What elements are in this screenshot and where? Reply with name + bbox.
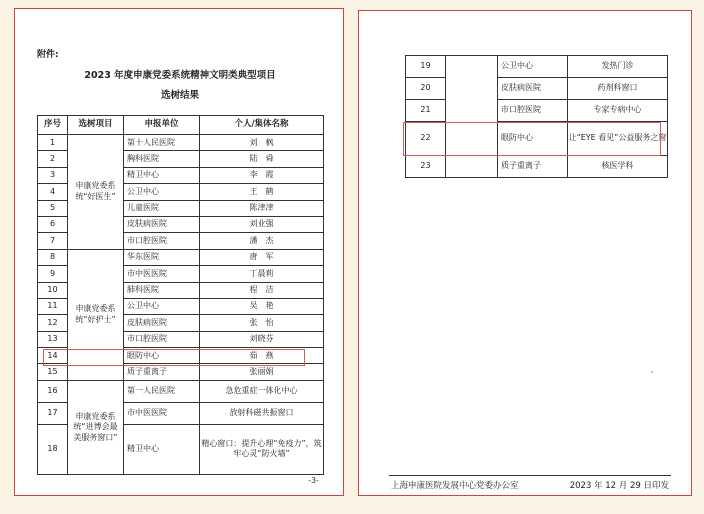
table-row-highlighted (406, 122, 668, 156)
row-unit: 公卫中心 (124, 184, 200, 200)
row-unit: 眼防中心 (124, 348, 200, 364)
header-name: 个人/集体名称 (200, 116, 324, 135)
row-no: 6 (38, 216, 68, 232)
row-name: 潘 杰 (200, 233, 324, 249)
row-unit: 质子重离子 (124, 364, 200, 380)
row-no: 16 (38, 380, 68, 402)
table-row (406, 56, 668, 78)
row-unit: 市中医医院 (124, 402, 200, 424)
results-table-page1 (37, 115, 324, 475)
row-no: 9 (38, 266, 68, 282)
group-best-window: 申康党委系统“进博会最美服务窗口” (68, 380, 124, 474)
table-row (38, 135, 324, 151)
row-no: 7 (38, 233, 68, 249)
row-name: 专家专病中心 (568, 100, 668, 122)
footer-divider (389, 475, 671, 476)
table-row (38, 249, 324, 265)
row-name: 陈津津 (200, 200, 324, 216)
row-unit: 胸科医院 (124, 151, 200, 167)
row-unit: 眼防中心 (498, 122, 568, 156)
row-no: 19 (406, 56, 446, 78)
header-no: 序号 (38, 116, 68, 135)
row-unit: 公卫中心 (124, 298, 200, 314)
table-row (406, 156, 668, 178)
row-name: 让“EYE 看见”公益服务之窗 (568, 122, 668, 156)
row-name: 吴 艳 (200, 298, 324, 314)
page-number: -3- (308, 476, 319, 485)
row-no: 3 (38, 167, 68, 183)
results-table-page2 (405, 55, 668, 178)
attachment-label: 附件: (37, 50, 59, 60)
row-no: 13 (38, 331, 68, 347)
document-page-2 (358, 10, 692, 496)
row-name: 张 怡 (200, 315, 324, 331)
row-unit: 儿童医院 (124, 200, 200, 216)
row-no: 17 (38, 402, 68, 424)
row-unit: 市口腔医院 (124, 233, 200, 249)
row-no: 12 (38, 315, 68, 331)
table-row (406, 78, 668, 100)
row-unit: 市口腔医院 (498, 100, 568, 122)
row-no: 4 (38, 184, 68, 200)
row-no: 2 (38, 151, 68, 167)
row-no: 14 (38, 348, 68, 364)
footer-date: 2023 年 12 月 29 日印发 (569, 481, 669, 491)
row-unit: 皮肤病医院 (124, 216, 200, 232)
row-no: 18 (38, 424, 68, 474)
row-unit: 公卫中心 (498, 56, 568, 78)
table-row (38, 380, 324, 402)
row-name: 放射科磁共振窗口 (200, 402, 324, 424)
row-unit: 肺科医院 (124, 282, 200, 298)
row-unit: 精卫中心 (124, 424, 200, 474)
row-no: 23 (406, 156, 446, 178)
row-name: 发热门诊 (568, 56, 668, 78)
row-unit: 第十人民医院 (124, 135, 200, 151)
scan-speck (651, 371, 653, 373)
row-unit: 精卫中心 (124, 167, 200, 183)
row-unit: 市中医医院 (124, 266, 200, 282)
row-unit: 质子重离子 (498, 156, 568, 178)
table-header-row (38, 116, 324, 135)
row-name: 急危重症一体化中心 (200, 380, 324, 402)
row-name: 唐 军 (200, 249, 324, 265)
group-continued-blank (446, 56, 498, 178)
document-subtitle: 选树结果 (160, 90, 199, 101)
row-no: 15 (38, 364, 68, 380)
row-unit: 皮肤病医院 (498, 78, 568, 100)
row-no: 11 (38, 298, 68, 314)
document-title: 2023 年度申康党委系统精神文明类典型项目 (84, 70, 276, 81)
row-unit: 皮肤病医院 (124, 315, 200, 331)
row-no: 21 (406, 100, 446, 122)
table-row (406, 100, 668, 122)
row-no: 10 (38, 282, 68, 298)
row-no: 22 (406, 122, 446, 156)
header-project: 选树项目 (68, 116, 124, 135)
row-no: 1 (38, 135, 68, 151)
header-unit: 申报单位 (124, 116, 200, 135)
group-good-doctor: 申康党委系统“好医生” (68, 135, 124, 250)
row-name: 王 鹤 (200, 184, 324, 200)
footer-issuer: 上海申康医院发展中心党委办公室 (391, 481, 519, 491)
row-unit: 市口腔医院 (124, 331, 200, 347)
row-name: 刘 枫 (200, 135, 324, 151)
group-good-nurse: 申康党委系统“好护士” (68, 249, 124, 380)
row-name: 陆 舜 (200, 151, 324, 167)
row-name: 药剂科窗口 (568, 78, 668, 100)
row-no: 5 (38, 200, 68, 216)
row-name: 刘业强 (200, 216, 324, 232)
row-name: 李 霞 (200, 167, 324, 183)
row-name: 程 洁 (200, 282, 324, 298)
row-name: 茹 燕 (200, 348, 324, 364)
row-no: 8 (38, 249, 68, 265)
document-page-1 (14, 8, 344, 496)
row-name: 丁晨莉 (200, 266, 324, 282)
row-name: 刘晓芬 (200, 331, 324, 347)
row-name: 核医学科 (568, 156, 668, 178)
row-name: 张丽娟 (200, 364, 324, 380)
row-unit: 第一人民医院 (124, 380, 200, 402)
row-no: 20 (406, 78, 446, 100)
row-name: 精心窗口：提升心理“免疫力”，筑牢心灵“防火墙” (200, 424, 324, 474)
row-unit: 华东医院 (124, 249, 200, 265)
